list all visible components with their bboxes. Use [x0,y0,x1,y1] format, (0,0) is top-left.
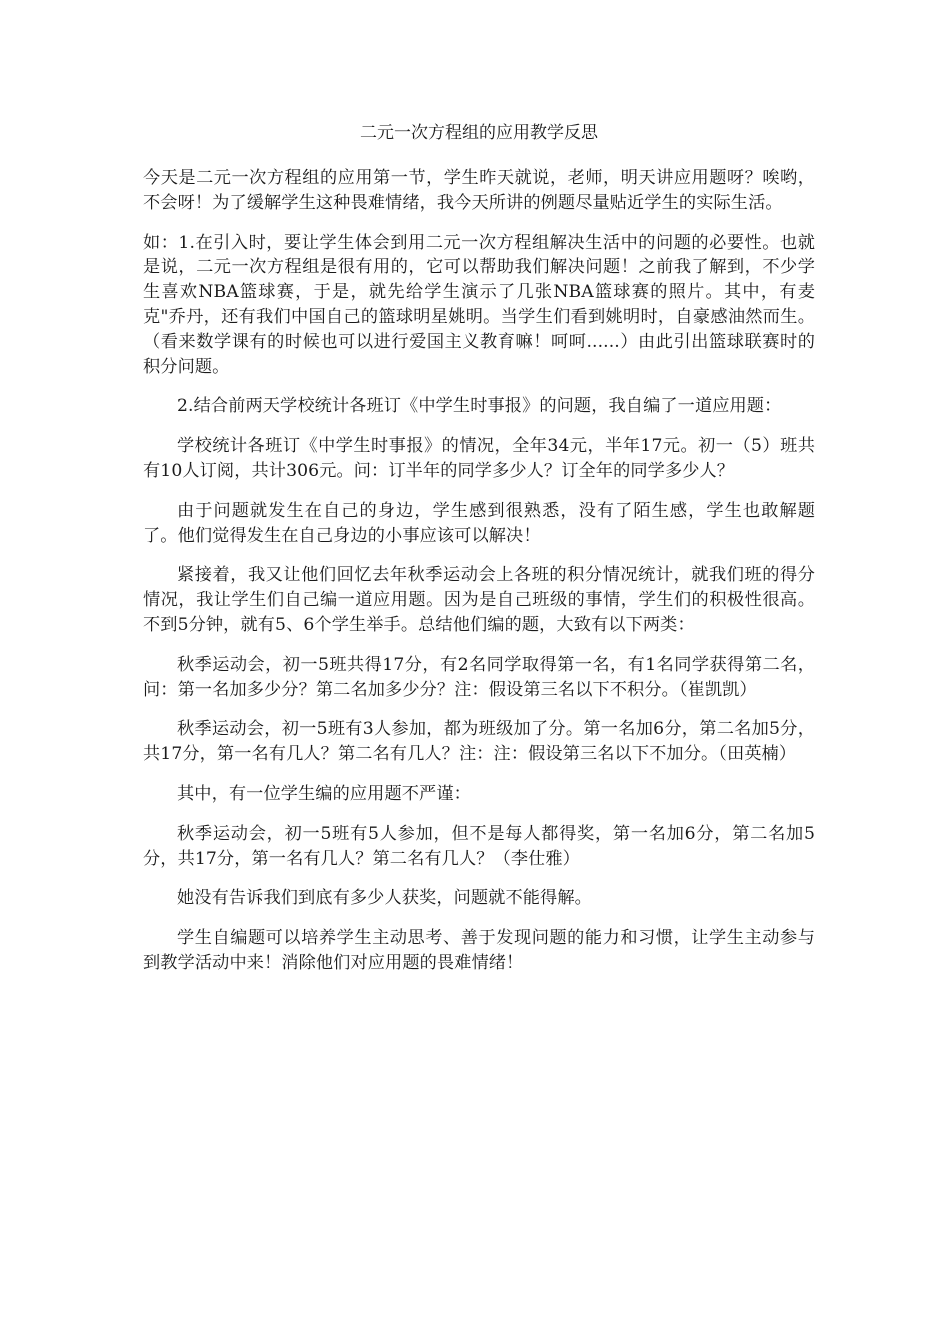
paragraph: 学生自编题可以培养学生主动思考、善于发现问题的能力和习惯，让学生主动参与到教学活动中来！消除他们对应用题的畏难情绪！ [143,928,815,973]
paragraph: 秋季运动会，初一5班共得17分，有2名同学取得第一名，有1名同学获得第二名，问：第一名加多少分？第二名加多少分？注：假设第三名以下不积分。（崔凯凯） [143,654,815,700]
document-title: 二元一次方程组的应用教学反思 [360,123,598,143]
paragraph: 其中，有一位学生编的应用题不严谨： [177,783,471,804]
paragraph: 由于问题就发生在自己的身边，学生感到很熟悉，没有了陌生感，学生也敢解题了。他们觉得发生在自己身边的小事应该可以解决！ [143,500,815,546]
document-page [143,120,815,991]
document-body [143,166,815,976]
paragraph: 紧接着，我又让他们回忆去年秋季运动会上各班的积分情况统计，就我们班的得分情况，我让学生们自己编一道应用题。因为是自己班级的事情，学生们的积极性很高。不到5分钟，就有5、6个学生举手。总结他们编的题，大致有以下两类： [143,565,815,635]
paragraph: 如：1.在引入时，要让学生体会到用二元一次方程组解决生活中的问题的必要性。也就是说，二元一次方程组是很有用的，它可以帮助我们解决问题！之前我了解到，不少学生喜欢NBA篮球赛，于是，就先给学生演示了几张NBA篮球赛的照片。其中，有麦克"乔丹，还有我们中国自己的篮球明星姚明。当学生们看到姚明时，自豪感油然而生。（看来数学课有的时候也可以进行爱国主义教育嘛！呵呵......）由此引出篮球联赛时的积分问题。 [143,232,815,377]
paragraph: 学校统计各班订《中学生时事报》的情况，全年34元，半年17元。初一（5）班共有10人订阅，共计306元。问：订半年的同学多少人？订全年的同学多少人？ [143,436,815,481]
paragraph: 她没有告诉我们到底有多少人获奖，问题就不能得解。 [177,888,592,909]
paragraph: 秋季运动会，初一5班有3人参加，都为班级加了分。第一名加6分，第二名加5分，共17分，第一名有几人？第二名有几人？注：注：假设第三名以下不加分。（田英楠） [143,719,815,765]
paragraph: 2.结合前两天学校统计各班订《中学生时事报》的问题，我自编了一道应用题： [177,396,782,417]
paragraph: 秋季运动会，初一5班有5人参加，但不是每人都得奖，第一名加6分，第二名加5分，共17分，第一名有几人？第二名有几人？（李仕雅） [143,823,815,869]
paragraph: 今天是二元一次方程组的应用第一节，学生昨天就说，老师，明天讲应用题呀？唉哟，不会呀！为了缓解学生这种畏难情绪，我今天所讲的例题尽量贴近学生的实际生活。 [143,168,815,213]
